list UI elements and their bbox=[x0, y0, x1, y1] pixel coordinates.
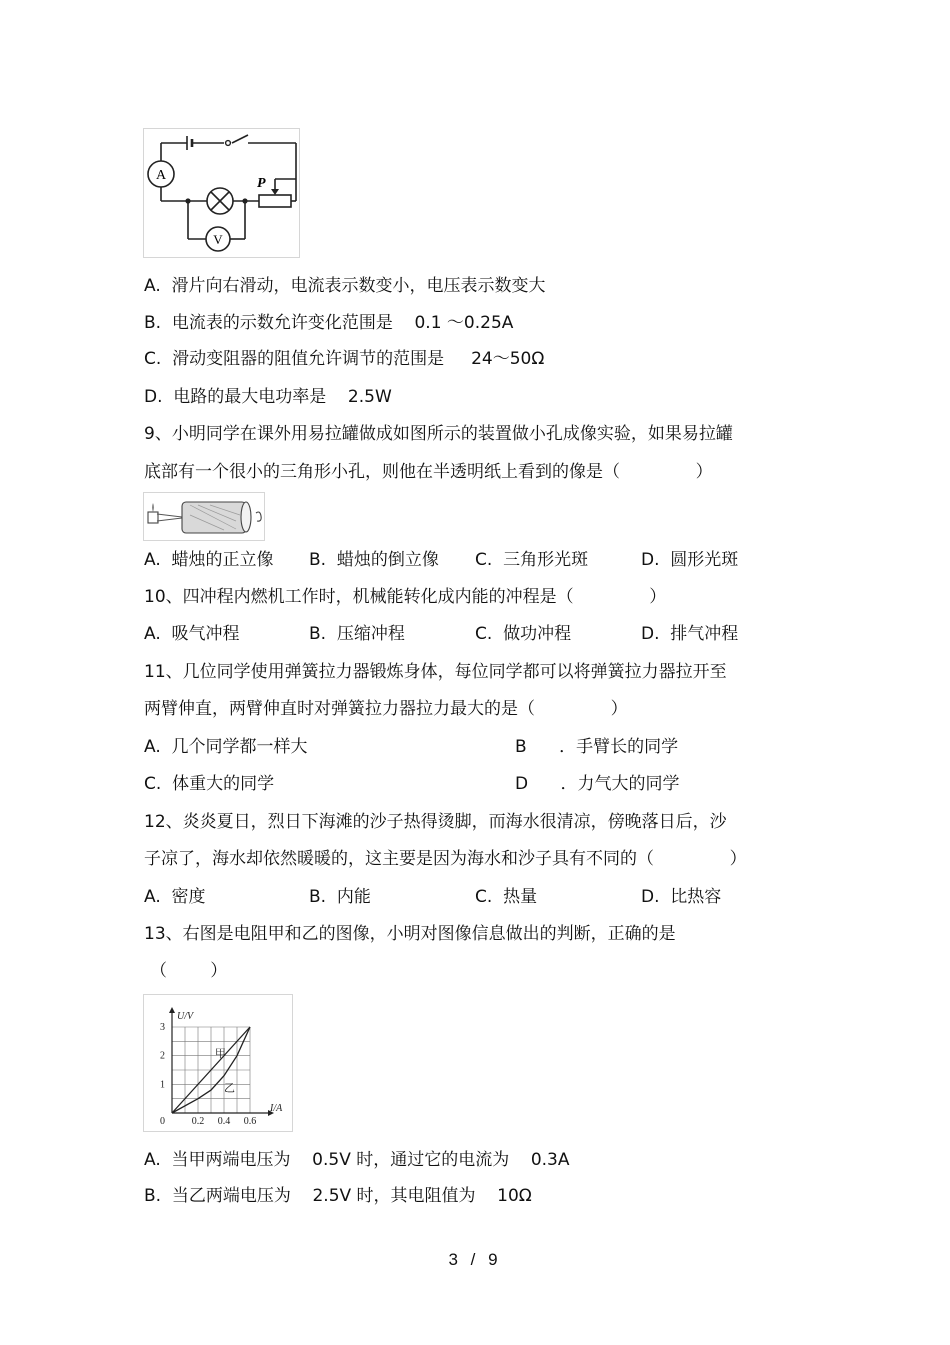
q9-option-a: A. 蜡烛的正立像 bbox=[144, 550, 274, 570]
q10-stem: 10、四冲程内燃机工作时，机械能转化成内能的冲程是（ ） bbox=[144, 587, 667, 607]
x-tick-label: 0.2 bbox=[191, 1116, 205, 1127]
pinhole-can-figure bbox=[143, 492, 265, 541]
q9-option-c: C. 三角形光斑 bbox=[475, 550, 589, 570]
q11-stem-line-1: 11、几位同学使用弹簧拉力器锻炼身体，每位同学都可以将弹簧拉力器拉开至 bbox=[144, 662, 727, 682]
q12-option-d: D. 比热容 bbox=[641, 887, 722, 907]
ui-graph bbox=[144, 995, 292, 1131]
q9-stem-line-1: 9、小明同学在课外用易拉罐做成如图所示的装置做小孔成像实验，如果易拉罐 bbox=[144, 424, 733, 444]
q13-stem-line-2: （ ） bbox=[150, 961, 228, 981]
y-axis-label: U/V bbox=[177, 1011, 194, 1022]
q9-option-d: D. 圆形光斑 bbox=[641, 550, 739, 570]
q8-option-d: D. 电路的最大电功率是 2.5W bbox=[144, 387, 392, 407]
q11-option-b: B ．手臂长的同学 bbox=[515, 737, 679, 757]
q11-option-c: C. 体重大的同学 bbox=[144, 774, 275, 794]
q12-stem-line-1: 12、炎炎夏日，烈日下海滩的沙子热得烫脚，而海水很清凉，傍晚落日后，沙 bbox=[144, 812, 727, 832]
x-tick-label: 0.4 bbox=[217, 1116, 231, 1127]
q11-stem-line-2: 两臂伸直，两臂伸直时对弹簧拉力器拉力最大的是（ ） bbox=[144, 699, 628, 719]
q13-stem-line-1: 13、右图是电阻甲和乙的图像，小明对图像信息做出的判断，正确的是 bbox=[144, 924, 676, 944]
q12-option-a: A. 密度 bbox=[144, 887, 206, 907]
y-tick-label: 2 bbox=[160, 1050, 165, 1062]
q12-option-c: C. 热量 bbox=[475, 887, 538, 907]
q13-option-a: A. 当甲两端电压为 0.5V 时，通过它的电流为 0.3A bbox=[144, 1150, 570, 1170]
q11-option-d: D ．力气大的同学 bbox=[515, 774, 680, 794]
ammeter-label: A bbox=[155, 168, 167, 183]
q13-option-b: B. 当乙两端电压为 2.5V 时，其电阻值为 10Ω bbox=[144, 1186, 532, 1206]
voltmeter-label: V bbox=[213, 232, 223, 247]
q9-option-b: B. 蜡烛的倒立像 bbox=[309, 550, 439, 570]
circuit-diagram bbox=[143, 128, 300, 258]
page-number: 3 / 9 bbox=[448, 1250, 502, 1269]
series-label-yi: 乙 bbox=[224, 1082, 235, 1095]
q12-option-b: B. 内能 bbox=[309, 887, 371, 907]
x-axis-label: I/A bbox=[270, 1103, 283, 1114]
x-tick-label: 0.6 bbox=[243, 1116, 257, 1127]
q8-option-a: A. 滑片向右滑动，电流表示数变小，电压表示数变大 bbox=[144, 276, 546, 296]
ui-graph-figure bbox=[143, 994, 293, 1132]
q8-option-c: C. 滑动变阻器的阻值允许调节的范围是 24～50Ω bbox=[144, 349, 545, 369]
y-tick-label: 1 bbox=[160, 1079, 165, 1091]
q10-option-b: B. 压缩冲程 bbox=[309, 624, 405, 644]
q10-option-c: C. 做功冲程 bbox=[475, 624, 572, 644]
q10-option-a: A. 吸气冲程 bbox=[144, 624, 240, 644]
q12-stem-line-2: 子凉了，海水却依然暖暖的，这主要是因为海水和沙子具有不同的（ ） bbox=[144, 849, 747, 869]
q10-option-d: D. 排气冲程 bbox=[641, 624, 739, 644]
series-label-jia: 甲 bbox=[214, 1048, 226, 1061]
y-tick-label: 3 bbox=[160, 1022, 165, 1033]
origin-label: 0 bbox=[160, 1116, 165, 1127]
q8-option-b: B. 电流表的示数允许变化范围是 0.1 ～0.25A bbox=[144, 313, 514, 333]
slider-label: P bbox=[257, 176, 266, 191]
q11-option-a: A. 几个同学都一样大 bbox=[144, 737, 308, 757]
q9-stem-line-2: 底部有一个很小的三角形小孔，则他在半透明纸上看到的像是（ ） bbox=[144, 462, 713, 482]
